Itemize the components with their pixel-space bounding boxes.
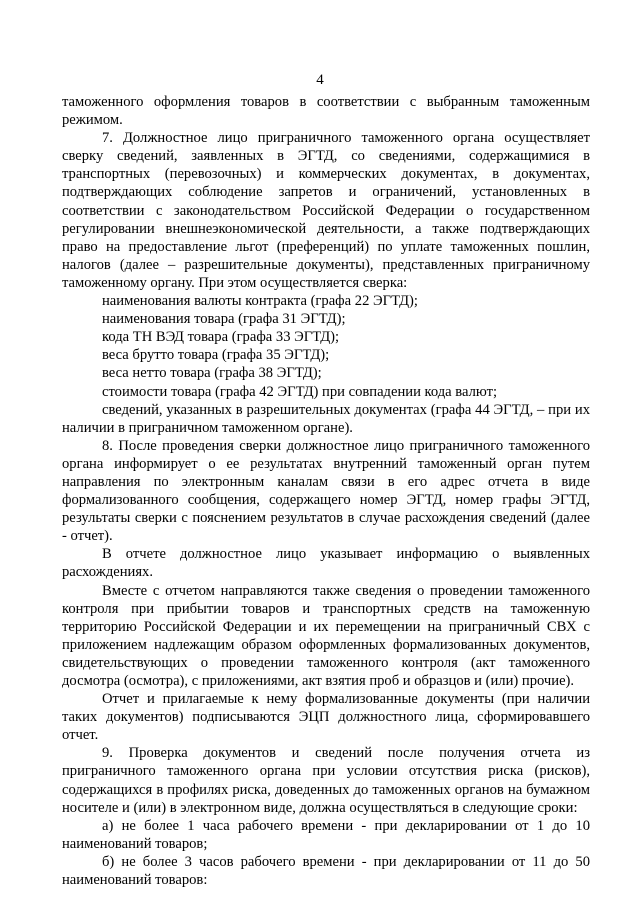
paragraph-discrepancies: В отчете должностное лицо указывает информацию о выявленных расхождениях. <box>62 546 590 581</box>
list-item: сведений, указанных в разрешительных документах (графа 44 ЭГТД, – при их наличии в приграничном таможенном органе). <box>62 401 590 436</box>
list-item: наименования валюты контракта (графа 22 ЭГТД); <box>102 293 418 310</box>
page-number: 4 <box>316 72 324 88</box>
list-item: стоимости товара (графа 42 ЭГТД) при совпадении кода валют; <box>102 383 498 400</box>
paragraph-signature: Отчет и прилагаемые к нему формализованные документы (при наличии таких документов) подписываются ЭЦП должностного лица, сформировавшего отчет. <box>62 691 590 744</box>
paragraph-continuation: таможенного оформления товаров в соответствии с выбранным таможенным режимом. <box>62 94 590 129</box>
list-item: кода ТН ВЭД товара (графа 33 ЭГТД); <box>102 329 340 346</box>
list-item: наименования товара (графа 31 ЭГТД); <box>102 311 346 328</box>
deadline-item-a: а) не более 1 часа рабочего времени - при декларировании от 1 до 10 наименований товаров; <box>62 817 590 852</box>
list-item: веса нетто товара (графа 38 ЭГТД); <box>102 365 322 382</box>
document-body <box>62 93 590 889</box>
paragraph-8: 8. После проведения сверки должностное лицо приграничного таможенного органа информирует о ее результатах внутренний таможенный орган путем направления по электронным каналам связи в его адрес отчета в виде формализованного сообщения, содержащего номер ЭГТД, номер графы ЭГТД, результаты сверки с пояснением результатов в случае расхождения сведений (далее - отчет). <box>62 437 590 545</box>
paragraph-9: 9. Проверка документов и сведений после получения отчета из приграничного таможенного органа при условии отсутствия риска (рисков), содержащихся в профилях риска, доведенных до таможенных органов на бумажном носителе и (или) в электронном виде, должна осуществляться в следующие сроки: <box>62 745 590 816</box>
reconciliation-list <box>62 292 590 437</box>
paragraph-attachments: Вместе с отчетом направляются также сведения о проведении таможенного контроля при прибытии товаров и транспортных средств на таможенную территорию Российской Федерации и их перемещении на приграничный СВХ с приложением надлежащим образом оформленных формализованных документов, свидетельствующих о проведении таможенного контроля (акт таможенного досмотра (осмотра), с приложениями, акт взятия проб и образцов и (или) прочие). <box>62 582 590 689</box>
list-item: веса брутто товара (графа 35 ЭГТД); <box>102 347 330 364</box>
paragraph-7: 7. Должностное лицо приграничного таможенного органа осуществляет сверку сведений, заявленных в ЭГТД, со сведениями, содержащимися в транспортных (перевозочных) и коммерческих документах, в документах, подтверждающих соблюдение запретов и ограничений, установленных в соответствии с законодательством Российской Федерации о государственном регулировании внешнеэкономической деятельности, а также подтверждающих право на предоставление льгот (преференций) по уплате таможенных пошлин, налогов (далее – разрешительные документы), представленных приграничному таможенному органу. При этом осуществляется сверка: <box>62 130 590 291</box>
deadline-item-b: б) не более 3 часов рабочего времени - при декларировании от 11 до 50 наименований товаров: <box>62 853 590 889</box>
